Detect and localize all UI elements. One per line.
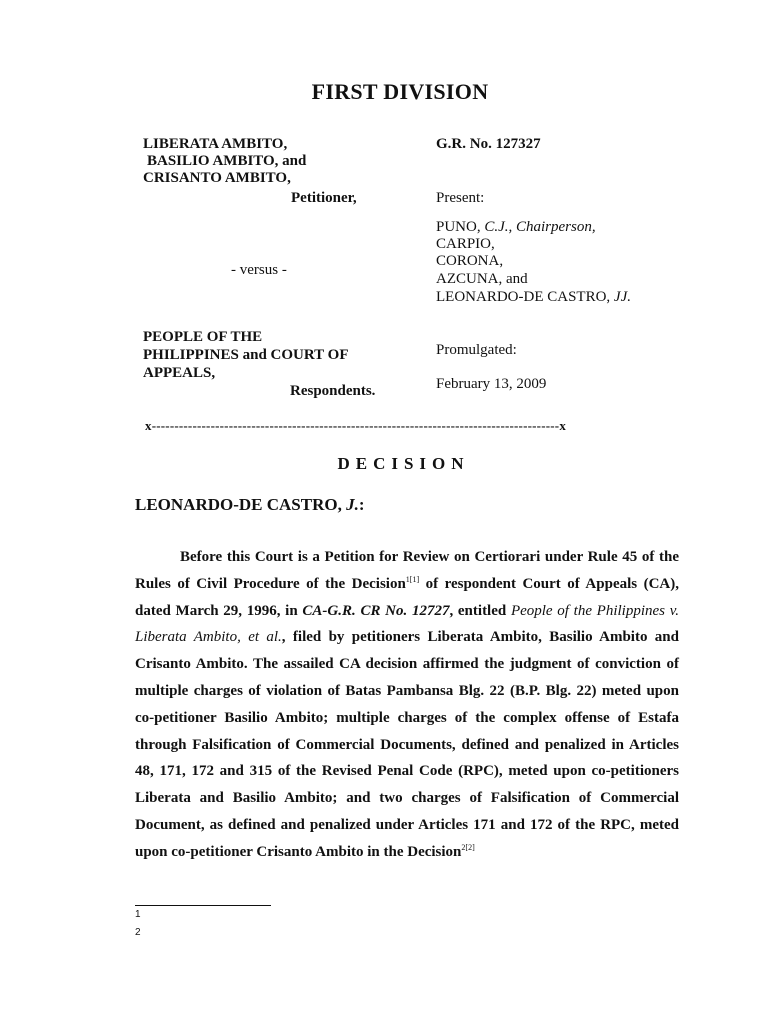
petitioner-name-2: BASILIO AMBITO, and <box>147 153 307 169</box>
respondent-name-1: PEOPLE OF THE <box>143 329 263 345</box>
body-text-4: , filed by petitioners Liberata Ambito, Basilio Ambito and Crisanto Ambito. The assailed CA decision affirmed the judgment of conviction of multiple charges of violation of Batas Pambansa Blg. 22 (B.P. Blg. 22) meted upon co-petitioner Basilio Ambito; multiple charges of the complex offense of Estafa through Falsification of Commercial Documents, defined and penalized in Articles 48, 171, 172 and 315 of the Revised Penal Code (RPC), meted upon co-petitioners Liberata and Basilio Ambito; and two charges of Falsification of Commercial Document, as defined and penalized under Articles 171 and 172 of the RPC, meted upon co-petitioner Crisanto Ambito in the Decision <box>135 629 679 860</box>
petitioner-name-1: LIBERATA AMBITO, <box>143 136 288 152</box>
ponente-colon: : <box>358 495 365 514</box>
justice-line-3: CORONA, <box>436 253 504 269</box>
versus-label: - versus - <box>231 262 287 278</box>
division-heading: FIRST DIVISION <box>311 79 489 104</box>
case-title: People of the Philippines v. Liberata Ambito, et al. <box>135 602 680 646</box>
justice-line-4: AZCUNA, and <box>436 271 528 287</box>
ponente <box>135 495 365 515</box>
petitioner-name-3: CRISANTO AMBITO, <box>143 170 291 186</box>
gr-number: G.R. No. 127327 <box>436 136 541 152</box>
footnote-ref-1[interactable]: 1[1] <box>405 574 420 584</box>
body-text-2: of respondent Court of Appeals (CA), dated March 29, 1996, in <box>135 575 679 619</box>
caption-separator: x------------------------------------------------------------------------------------------x <box>145 418 567 433</box>
justice-name: PUNO, <box>436 219 485 235</box>
promulgated-date: February 13, 2009 <box>436 376 547 392</box>
footnote-1: 1 <box>135 909 141 920</box>
petitioner-label: Petitioner, <box>291 190 357 206</box>
footnote-ref-2[interactable]: 2[2] <box>461 842 475 852</box>
justice-title: JJ. <box>613 289 631 305</box>
respondent-name-2: PHILIPPINES and COURT OF <box>143 347 349 363</box>
ponente-name: LEONARDO-DE CASTRO, <box>135 495 347 514</box>
present-label: Present: <box>436 190 485 206</box>
body-text-3: , entitled <box>449 602 511 619</box>
justice-line-5 <box>436 289 631 306</box>
body-text-1: Before this Court is a Petition for Review on Certiorari under Rule 45 of the Rules of Civil Procedure of the Decision <box>135 549 679 592</box>
body-paragraph <box>135 544 679 866</box>
footnote-2: 2 <box>135 927 141 938</box>
respondent-name-3: APPEALS, <box>143 365 216 381</box>
justice-title: C.J., Chairperson, <box>484 219 596 235</box>
footnote-divider <box>135 905 271 906</box>
decision-heading: DECISION <box>337 454 470 473</box>
ponente-title: J. <box>346 495 359 514</box>
justice-name: LEONARDO-DE CASTRO, <box>436 289 614 305</box>
justice-line-2: CARPIO, <box>436 236 495 252</box>
justice-line-1 <box>436 219 596 236</box>
case-number: CA-G.R. CR No. 12727 <box>302 602 450 619</box>
promulgated-label: Promulgated: <box>436 342 517 358</box>
respondent-label: Respondents. <box>290 383 376 399</box>
